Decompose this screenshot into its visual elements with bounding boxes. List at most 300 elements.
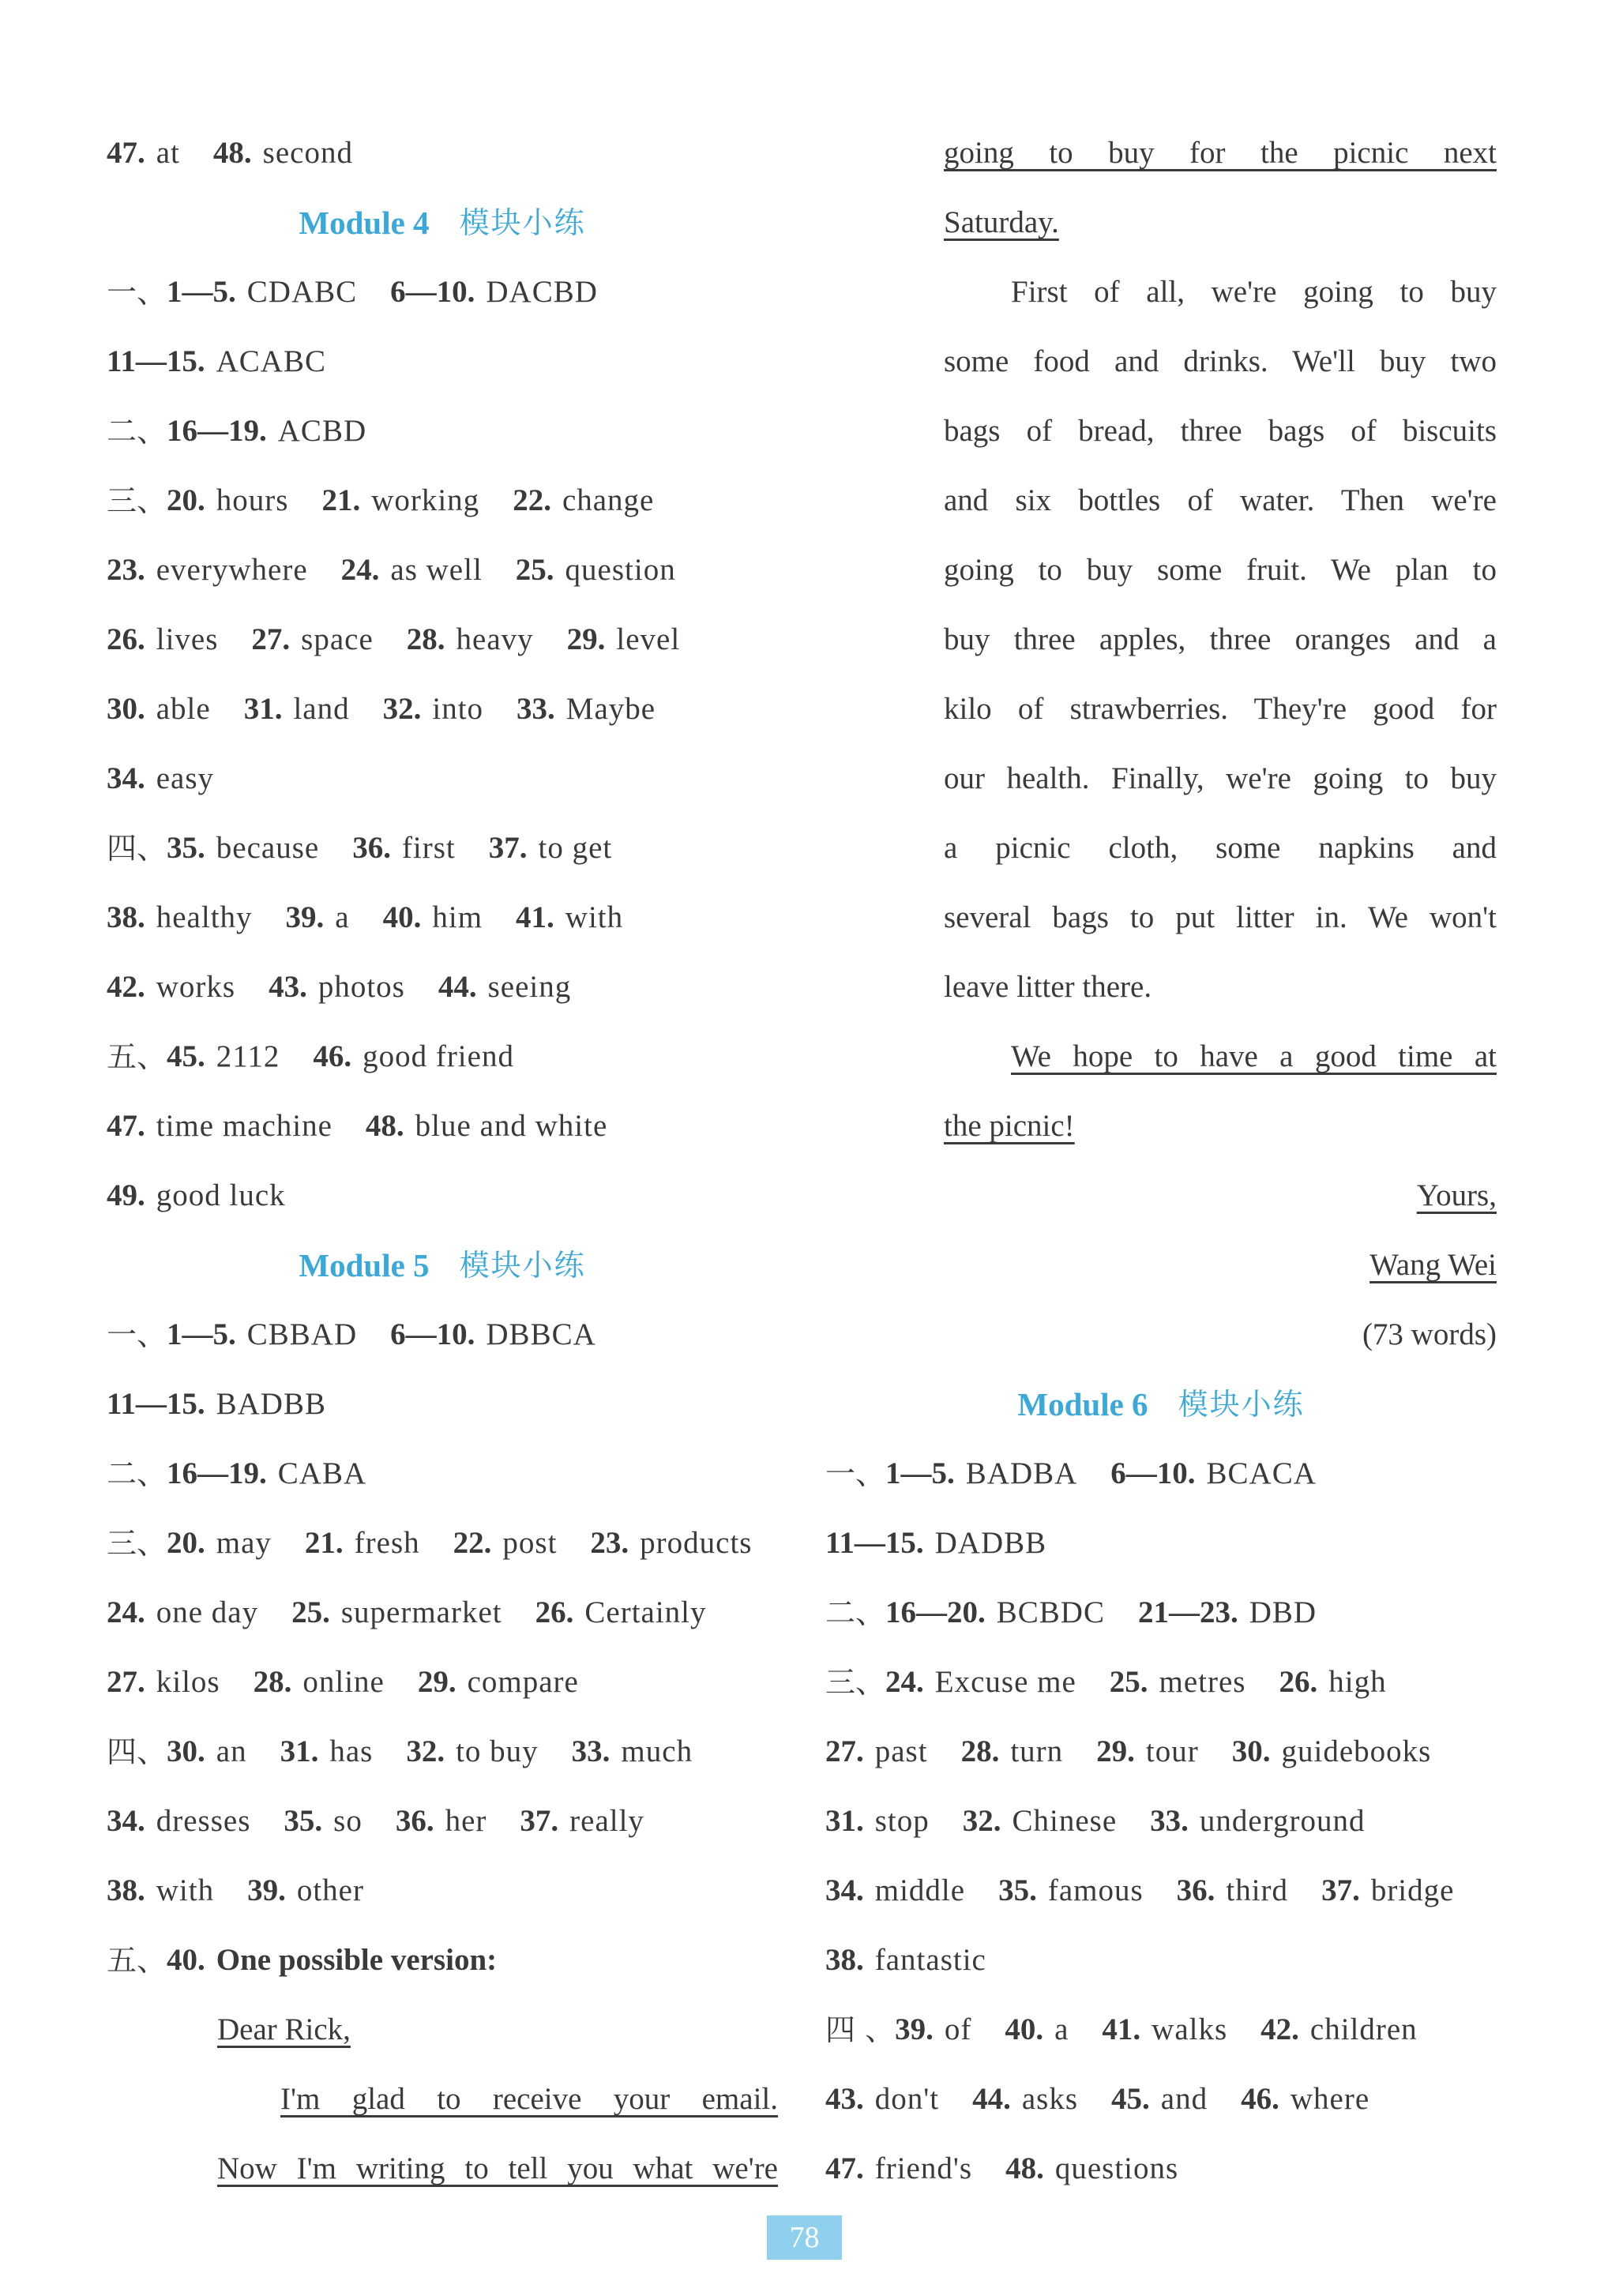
answer-line bbox=[107, 1370, 778, 1439]
essay-text: going to buy some fruit. We plan to bbox=[944, 553, 1497, 587]
question-number: 38. bbox=[107, 900, 145, 934]
answer-item bbox=[963, 1787, 1117, 1856]
answer-line bbox=[825, 1926, 1497, 1995]
answer-text: metres bbox=[1159, 1665, 1246, 1699]
essay-text: We hope to have a good time at bbox=[1011, 1039, 1497, 1073]
question-number: 28. bbox=[406, 622, 445, 656]
answer-item bbox=[107, 535, 308, 605]
answer-line bbox=[107, 1509, 778, 1578]
question-number: 45. bbox=[167, 1039, 205, 1073]
question-number: 1—5. bbox=[885, 1456, 955, 1490]
question-number: 31. bbox=[825, 1804, 864, 1838]
question-number: 30. bbox=[1231, 1734, 1271, 1768]
section-marker: 四、 bbox=[107, 831, 167, 866]
question-number: 34. bbox=[107, 761, 145, 795]
question-number: 6—10. bbox=[390, 275, 475, 309]
answer-text: to get bbox=[538, 831, 613, 865]
answer-text: stop bbox=[874, 1804, 930, 1838]
answer-line bbox=[107, 1578, 778, 1648]
answer-text: high bbox=[1328, 1665, 1387, 1699]
answer-item bbox=[885, 1439, 1077, 1509]
answer-line bbox=[107, 1161, 778, 1231]
question-number: 47. bbox=[107, 1109, 145, 1143]
answer-item bbox=[390, 1300, 596, 1370]
answer-item bbox=[107, 1370, 326, 1439]
question-number: 49. bbox=[107, 1178, 145, 1212]
essay-line bbox=[944, 1022, 1497, 1092]
question-number: 31. bbox=[243, 692, 283, 726]
answer-item bbox=[390, 257, 598, 327]
essay-text: the picnic! bbox=[944, 1109, 1075, 1143]
question-number: 45. bbox=[1111, 2082, 1150, 2116]
answer-item bbox=[291, 1578, 502, 1648]
answer-text: good luck bbox=[156, 1178, 286, 1212]
answer-text: compare bbox=[467, 1665, 579, 1699]
question-number: 38. bbox=[107, 1873, 145, 1907]
module-subtitle: 模块小练 bbox=[459, 205, 586, 240]
essay-text: our health. Finally, we're going to buy bbox=[944, 761, 1497, 795]
answer-item bbox=[107, 675, 211, 744]
answer-text: tour bbox=[1145, 1734, 1199, 1768]
question-number: 43. bbox=[269, 970, 307, 1004]
answer-line bbox=[107, 327, 778, 396]
answer-text: DBBCA bbox=[486, 1317, 596, 1351]
question-number: 6—10. bbox=[390, 1317, 475, 1351]
essay-line bbox=[944, 188, 1497, 257]
answer-text: BCACA bbox=[1206, 1456, 1317, 1490]
section-marker: 一、 bbox=[825, 1456, 886, 1491]
question-number: 38. bbox=[825, 1943, 864, 1977]
answer-item bbox=[352, 814, 456, 883]
question-number: 25. bbox=[291, 1595, 330, 1629]
question-number: 28. bbox=[960, 1734, 1000, 1768]
section-marker: 二、 bbox=[107, 414, 167, 449]
answer-item bbox=[321, 466, 479, 535]
question-number: 34. bbox=[825, 1873, 864, 1907]
answer-line bbox=[825, 1578, 1497, 1648]
answer-item bbox=[107, 605, 218, 675]
section-marker: 二、 bbox=[825, 1595, 886, 1630]
answer-item bbox=[438, 953, 571, 1022]
answer-text: DBD bbox=[1249, 1595, 1317, 1629]
answer-line bbox=[825, 1439, 1497, 1509]
question-number: 16—20. bbox=[885, 1595, 986, 1629]
answer-item bbox=[167, 814, 319, 883]
answer-line bbox=[825, 1787, 1497, 1856]
essay-line bbox=[944, 605, 1497, 675]
question-number: 26. bbox=[535, 1595, 574, 1629]
section-marker: 三、 bbox=[825, 1665, 886, 1700]
answer-item bbox=[590, 1509, 752, 1578]
question-number: 27. bbox=[825, 1734, 864, 1768]
answer-text: and bbox=[1160, 2082, 1208, 2116]
answer-line bbox=[107, 1022, 778, 1092]
essay-line bbox=[944, 675, 1497, 744]
answer-text: bridge bbox=[1370, 1873, 1455, 1907]
answer-text: kilos bbox=[156, 1665, 220, 1699]
answer-text: working bbox=[371, 483, 480, 517]
answer-item bbox=[167, 1022, 280, 1092]
section-marker: 五、 bbox=[107, 1039, 167, 1074]
answer-line bbox=[107, 396, 778, 466]
question-number: 26. bbox=[1279, 1665, 1318, 1699]
question-number: 35. bbox=[167, 831, 205, 865]
question-number: 35. bbox=[284, 1804, 323, 1838]
answer-text: BADBB bbox=[216, 1387, 326, 1421]
answer-item bbox=[1150, 1787, 1365, 1856]
question-number: 28. bbox=[253, 1665, 292, 1699]
answer-item bbox=[825, 1717, 928, 1787]
answer-text: at bbox=[156, 136, 180, 170]
answer-text: into bbox=[432, 692, 484, 726]
essay-text: leave litter there. bbox=[944, 970, 1152, 1004]
question-number: 30. bbox=[167, 1734, 205, 1768]
question-number: 40. bbox=[382, 900, 422, 934]
answer-text: everywhere bbox=[156, 553, 308, 587]
question-number: 22. bbox=[513, 483, 551, 517]
essay-line bbox=[944, 744, 1497, 814]
answer-line bbox=[107, 1648, 778, 1717]
answer-item bbox=[167, 1439, 366, 1509]
answer-item bbox=[107, 1161, 286, 1231]
answer-text: CABA bbox=[277, 1456, 367, 1490]
answer-line bbox=[107, 605, 778, 675]
question-number: 48. bbox=[212, 136, 252, 170]
question-number: 11—15. bbox=[107, 1387, 205, 1421]
answer-item bbox=[1232, 1717, 1432, 1787]
answer-item bbox=[517, 675, 656, 744]
answer-text: first bbox=[401, 831, 456, 865]
module-subtitle: 模块小练 bbox=[459, 1248, 586, 1283]
answer-item bbox=[407, 605, 534, 675]
answer-item bbox=[1102, 1995, 1227, 2065]
answer-item bbox=[1096, 1717, 1199, 1787]
module-title: Module 6 bbox=[1017, 1386, 1148, 1422]
question-number: 24. bbox=[107, 1595, 145, 1629]
answer-line bbox=[107, 257, 778, 327]
answer-item bbox=[107, 953, 235, 1022]
answer-text: CDABC bbox=[246, 275, 358, 309]
answer-text: easy bbox=[156, 761, 215, 795]
question-number: 11—15. bbox=[825, 1526, 924, 1560]
module-heading bbox=[107, 188, 778, 257]
answer-text: question bbox=[565, 553, 676, 587]
answer-text: may bbox=[216, 1526, 272, 1560]
answer-item bbox=[825, 2065, 939, 2134]
answer-item bbox=[167, 466, 288, 535]
answer-text: with bbox=[156, 1873, 215, 1907]
answer-line bbox=[107, 1092, 778, 1161]
essay-line bbox=[944, 953, 1497, 1022]
answer-text: hours bbox=[216, 483, 289, 517]
section-marker: 五、 bbox=[107, 1943, 167, 1978]
question-number: 37. bbox=[520, 1804, 559, 1838]
essay-text: Now I'm writing to tell you what we're bbox=[217, 2151, 778, 2185]
answer-text: past bbox=[874, 1734, 928, 1768]
essay-closing: Yours, bbox=[1416, 1178, 1497, 1212]
answer-line bbox=[825, 1717, 1497, 1787]
essay-text: some food and drinks. We'll buy two bbox=[944, 344, 1497, 378]
essay-text: a picnic cloth, some napkins and bbox=[944, 831, 1497, 865]
answer-text: third bbox=[1226, 1873, 1289, 1907]
essay-line bbox=[944, 883, 1497, 953]
answer-text: much bbox=[621, 1734, 693, 1768]
essay-line bbox=[944, 257, 1497, 327]
answer-text: level bbox=[616, 622, 681, 656]
essay-salutation: Dear Rick, bbox=[217, 2012, 351, 2046]
answer-item bbox=[1260, 1995, 1418, 2065]
answer-text: time machine bbox=[156, 1109, 332, 1143]
answer-item bbox=[305, 1509, 420, 1578]
answer-text: works bbox=[156, 970, 236, 1004]
answer-item bbox=[107, 1856, 214, 1926]
answer-item bbox=[167, 396, 366, 466]
answer-text: online bbox=[302, 1665, 385, 1699]
answer-item bbox=[489, 814, 612, 883]
answer-text: so bbox=[333, 1804, 363, 1838]
question-number: 1—5. bbox=[167, 275, 236, 309]
answer-text: Maybe bbox=[565, 692, 656, 726]
question-number: 40. bbox=[167, 1943, 205, 1977]
module-5-answers bbox=[107, 1300, 778, 1926]
answer-item bbox=[825, 1926, 986, 1995]
answer-item bbox=[107, 1578, 258, 1648]
answer-text: underground bbox=[1199, 1804, 1366, 1838]
answer-item bbox=[396, 1787, 487, 1856]
answer-text: second bbox=[262, 136, 353, 170]
question-number: 21. bbox=[304, 1526, 344, 1560]
answer-line bbox=[107, 466, 778, 535]
answer-text: BADBA bbox=[965, 1456, 1078, 1490]
answer-item bbox=[167, 1509, 272, 1578]
answer-line bbox=[825, 1648, 1497, 1717]
essay-body bbox=[825, 118, 1497, 1370]
question-number: 26. bbox=[107, 622, 145, 656]
answer-item bbox=[269, 953, 405, 1022]
answer-line bbox=[107, 1717, 778, 1787]
question-number: 36. bbox=[1176, 1873, 1215, 1907]
question-number: 20. bbox=[167, 1526, 205, 1560]
answer-item bbox=[107, 744, 214, 814]
question-number: 34. bbox=[107, 1804, 145, 1838]
answer-item bbox=[567, 605, 681, 675]
question-number: 24. bbox=[885, 1665, 924, 1699]
answer-text: CBBAD bbox=[246, 1317, 358, 1351]
answer-line bbox=[825, 2065, 1497, 2134]
essay-line bbox=[944, 466, 1497, 535]
question-number: 36. bbox=[352, 831, 391, 865]
answer-item bbox=[1138, 1578, 1317, 1648]
essay-text: First of all, we're going to buy bbox=[1011, 275, 1497, 309]
answer-item bbox=[1241, 2065, 1369, 2134]
essay-label-line bbox=[107, 1926, 778, 1995]
answer-item bbox=[280, 1717, 374, 1787]
question-number: 44. bbox=[972, 2082, 1011, 2116]
answer-item bbox=[251, 605, 373, 675]
answer-line bbox=[107, 814, 778, 883]
answer-item bbox=[516, 883, 623, 953]
essay-text: several bags to put litter in. We won't bbox=[944, 900, 1497, 934]
essay-line bbox=[107, 2134, 778, 2204]
answer-line bbox=[107, 675, 778, 744]
answer-text: an bbox=[216, 1734, 247, 1768]
answer-line bbox=[107, 1856, 778, 1926]
answer-text: ACBD bbox=[277, 414, 367, 448]
question-number: 29. bbox=[1096, 1734, 1135, 1768]
answer-text: friend's bbox=[874, 2151, 973, 2185]
question-number: 40. bbox=[1005, 2012, 1044, 2046]
answer-line bbox=[107, 883, 778, 953]
answer-line bbox=[107, 1787, 778, 1856]
question-number: 39. bbox=[895, 2012, 934, 2046]
answer-item bbox=[1111, 2065, 1208, 2134]
answer-item bbox=[535, 1578, 707, 1648]
right-column bbox=[825, 118, 1497, 2204]
answer-text: Excuse me bbox=[934, 1665, 1076, 1699]
answer-text: products bbox=[640, 1526, 753, 1560]
question-number: 39. bbox=[247, 1873, 286, 1907]
section-marker: 二、 bbox=[107, 1456, 167, 1491]
answer-text: her bbox=[445, 1804, 487, 1838]
answer-item bbox=[998, 1856, 1144, 1926]
answer-item bbox=[418, 1648, 579, 1717]
essay-line bbox=[944, 396, 1497, 466]
answer-item bbox=[516, 535, 676, 605]
answer-item bbox=[1110, 1439, 1317, 1509]
answer-text: to buy bbox=[456, 1734, 539, 1768]
answer-text: healthy bbox=[156, 900, 253, 934]
question-number: 33. bbox=[1150, 1804, 1189, 1838]
answer-text: good friend bbox=[363, 1039, 514, 1073]
left-column bbox=[107, 118, 778, 2204]
answer-text: DACBD bbox=[486, 275, 598, 309]
question-number: 25. bbox=[1109, 1665, 1148, 1699]
answer-text: Certainly bbox=[584, 1595, 707, 1629]
question-number: 48. bbox=[1005, 2151, 1044, 2185]
answer-text: him bbox=[432, 900, 483, 934]
answer-line bbox=[107, 1300, 778, 1370]
answer-item bbox=[972, 2065, 1078, 2134]
question-number: 29. bbox=[566, 622, 606, 656]
question-number: 21. bbox=[321, 483, 361, 517]
answer-text: able bbox=[156, 692, 211, 726]
module-4-answers bbox=[107, 257, 778, 1231]
answer-item bbox=[885, 1648, 1076, 1717]
answer-text: as well bbox=[390, 553, 483, 587]
answer-text: walks bbox=[1152, 2012, 1228, 2046]
answer-item bbox=[313, 1022, 514, 1092]
word-count: (73 words) bbox=[1362, 1317, 1497, 1351]
essay-line bbox=[944, 327, 1497, 396]
answer-item bbox=[383, 883, 483, 953]
question-number: 42. bbox=[107, 970, 145, 1004]
question-number: 16—19. bbox=[167, 414, 267, 448]
answer-text: dresses bbox=[156, 1804, 251, 1838]
answer-item bbox=[167, 1717, 247, 1787]
answer-item bbox=[1110, 1648, 1246, 1717]
essay-text: bags of bread, three bags of biscuits bbox=[944, 414, 1497, 448]
answer-item bbox=[107, 1092, 332, 1161]
question-number: 42. bbox=[1260, 2012, 1299, 2046]
answer-line bbox=[825, 1856, 1497, 1926]
question-number: 23. bbox=[590, 1526, 629, 1560]
answer-text: post bbox=[502, 1526, 558, 1560]
answer-item bbox=[341, 535, 483, 605]
answer-item bbox=[885, 1578, 1105, 1648]
question-number: 35. bbox=[998, 1873, 1037, 1907]
question-number: 21—23. bbox=[1137, 1595, 1238, 1629]
question-number: 46. bbox=[313, 1039, 352, 1073]
answer-item bbox=[254, 1648, 385, 1717]
question-number: 48. bbox=[365, 1109, 404, 1143]
answer-item bbox=[366, 1092, 607, 1161]
question-number: 41. bbox=[1102, 2012, 1141, 2046]
answer-text: DADBB bbox=[934, 1526, 1047, 1560]
answer-item bbox=[572, 1717, 693, 1787]
question-number: 36. bbox=[395, 1804, 434, 1838]
essay-line bbox=[944, 814, 1497, 883]
answer-item bbox=[107, 327, 326, 396]
answer-text: where bbox=[1290, 2082, 1370, 2116]
answer-text: children bbox=[1309, 2012, 1418, 2046]
answer-item bbox=[244, 675, 350, 744]
answer-item bbox=[1177, 1856, 1288, 1926]
answer-text: a bbox=[335, 900, 350, 934]
question-number: 33. bbox=[571, 1734, 611, 1768]
module-heading bbox=[107, 1231, 778, 1300]
section-marker: 四 、 bbox=[825, 2012, 896, 2047]
answer-text: blue and white bbox=[415, 1109, 608, 1143]
question-number: 11—15. bbox=[107, 344, 205, 378]
essay-line bbox=[944, 535, 1497, 605]
question-number: 22. bbox=[453, 1526, 492, 1560]
question-number: 33. bbox=[517, 692, 555, 726]
question-number: 46. bbox=[1241, 2082, 1279, 2116]
answer-text: of bbox=[944, 2012, 972, 2046]
section-marker: 四、 bbox=[107, 1734, 167, 1769]
essay-text: I'm glad to receive your email. bbox=[280, 2082, 778, 2116]
question-number: 37. bbox=[1321, 1873, 1360, 1907]
essay-closing-line bbox=[944, 1161, 1497, 1231]
question-number: 1—5. bbox=[167, 1317, 236, 1351]
question-number: 27. bbox=[107, 1665, 145, 1699]
answer-item bbox=[247, 1856, 364, 1926]
essay-line bbox=[107, 2065, 778, 2134]
answer-text: really bbox=[569, 1804, 644, 1838]
answer-text: seeing bbox=[487, 970, 572, 1004]
question-number: 39. bbox=[285, 900, 325, 934]
answer-item bbox=[286, 883, 350, 953]
answer-item bbox=[107, 1648, 220, 1717]
question-number: 44. bbox=[438, 970, 477, 1004]
essay-signature: Wang Wei bbox=[1369, 1248, 1497, 1282]
answer-text: land bbox=[293, 692, 350, 726]
essay-text: kilo of strawberries. They're good for bbox=[944, 692, 1497, 726]
answer-text: don't bbox=[874, 2082, 940, 2116]
question-number: 30. bbox=[107, 692, 145, 726]
answer-text: 2112 bbox=[216, 1039, 280, 1073]
answer-text: Chinese bbox=[1012, 1804, 1118, 1838]
answer-text: with bbox=[565, 900, 624, 934]
answer-line bbox=[825, 2134, 1497, 2204]
module-subtitle: 模块小练 bbox=[1178, 1387, 1305, 1422]
answer-item bbox=[520, 1787, 644, 1856]
answer-text: fresh bbox=[354, 1526, 420, 1560]
answer-text: supermarket bbox=[340, 1595, 502, 1629]
answer-item bbox=[383, 675, 483, 744]
answer-text: heavy bbox=[456, 622, 534, 656]
answer-text: asks bbox=[1021, 2082, 1079, 2116]
